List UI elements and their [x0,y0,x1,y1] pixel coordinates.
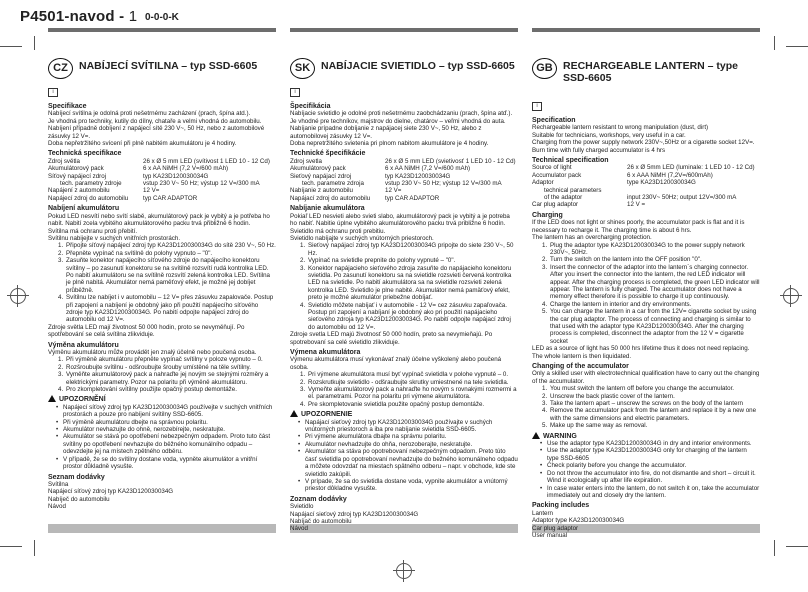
spec-table [48,158,276,202]
section-heading: Specifikace [48,103,87,110]
list-item [540,470,760,485]
numbered-list [532,385,760,429]
paragraph: Svietidlo má ochranu proti prebitiu. [290,227,386,235]
spec-table [290,158,518,202]
list-item [58,356,276,363]
list-text: Akumulátor nevhazujte do ohně, nerozebírejte, neskratujte. [63,426,226,434]
list-text: Remove the accumulator pack from the lantern and replace it by a new one with the same dimensions and electric parameters. [550,407,757,422]
list-number: 1. [58,356,64,364]
paragraph: The lantern has an overcharging protection. [532,234,652,242]
list-number: 2. [542,256,548,264]
list-text: Charge the lantern in interior and dry environments. [550,300,692,308]
bullet-icon: • [540,440,543,448]
list-item [58,257,276,294]
list-text: Zasuňte konektor napájecího síťového zdroje do napájecího konektoru svítilny – po zasunutí konektoru se na svítilně rozsvítí rudá kontrolka LED. Po nabití akumulátoru se na svítilně rozsvítí zelená kontrolka LED. Svítilna je plně nabitá. Akumulátor nemá paměťový efekt, je možné jej dobíjet průběžně. [66,257,270,294]
bullet-icon: • [56,455,59,463]
registration-mark [10,288,26,304]
section-heading: Technická specifikace [48,150,122,158]
list-item [542,264,760,301]
list-text: Plug the adaptor type KA23D120030034G to the power supply network 230V~, 50Hz. [550,241,745,256]
paragraph: Napájací sieťový zdroj typ KA23D120030034G [290,510,419,518]
spec-value: 12 V = [627,201,646,209]
paragraph: Burn time with fully charged accumulator is 4 hrs [532,146,666,154]
list-text: Rozšroubujte svítilnu - odšroubujte šrouby umístěné na těle svítilny. [66,363,251,371]
numbered-list [290,371,518,408]
list-text: Připojte síťový napájecí zdroj typ KA23D120030034G do sítě 230 V~, 50 Hz. [66,242,276,250]
bullet-icon: • [540,484,543,492]
spec-key: Sieťový napájací zdroj [290,172,352,180]
column-body [290,88,518,533]
list-item [298,478,518,493]
paragraph: Doba nepřetržitého svícení při plně nabitém akumulátoru je 4 hodiny. [48,140,237,148]
document-name: P4501-navod [20,8,115,25]
language-badge: CZ [48,58,73,79]
section-heading: Výmena akumulátora [290,349,361,356]
bullet-list [290,419,518,493]
list-number: 5. [542,422,548,430]
spec-key: tech. parametre zdroja [302,180,364,188]
crop-mark [774,540,775,556]
list-item [542,385,760,392]
warning-label: UPOZORNENIE [301,411,353,419]
list-item [542,400,760,407]
spec-key: tech. parametry zdroje [60,180,122,188]
warning-label: WARNING [543,432,577,440]
list-text: You can charge the lantern in a car from the 12V= cigarette socket by using the car plug adaptor. The process of connecting and charging is similar to that used with the adaptor type KA23D120030034G. After the charging process is completed, disconnect the adaptor from the 12 V = cigarette socket [550,308,757,345]
spec-key: Akumulátorový pack [48,165,104,173]
bullet-icon: • [56,403,59,411]
crop-mark [0,46,22,47]
list-number: 4. [300,301,306,309]
paragraph: Pokud LED nesvítí nebo svítí slabě, akumulátorový pack je vybitý a je potřeba ho nabít. Nabití zcela vybitého akumulátorového packu trvá přibližně 6 hodin. [48,212,270,228]
list-text: Napájecí síťový zdroj typ KA23D120030034G používejte v suchých vnitřních prostorách a pouze pro nabíjení svítilny SSD-6605. [63,403,273,419]
spec-value: typ KA23D120030034G [385,172,451,180]
list-text: V prípade, že sa do svietidla dostane voda, vypnite akumulátor a vnútorný priestor dôkladne vysušte. [305,477,508,493]
list-text: Unscrew the back plastic cover of the lantern. [550,392,675,400]
list-item [298,448,518,478]
numbered-list [532,242,760,346]
list-text: Vymeňte akumulátorový pack a nahraďte ho novým s rovnakými rozmermi a el. parametrami. Pozor na polaritu pri výmene akumulátora. [308,386,517,401]
list-number: 4. [542,407,548,415]
list-text: In case water enters into the lantern, do not switch it on, take the accumulator immediately out and closely dry the lantern. [547,484,760,499]
info-icon: i [532,102,542,111]
top-bar [532,28,760,32]
bullet-icon: • [298,440,301,448]
spec-key: Adaptor [532,179,554,187]
list-text: Use the adaptor type KA23D120030034G in dry and interior environments. [547,440,752,448]
list-number: 1. [58,242,64,250]
list-item [300,242,518,257]
numbered-list [48,356,276,393]
spec-key: Napájací zdroj do automobilu [290,194,371,202]
list-text: Sieťový napájací zdroj typ KA23D120030034G pripojte do siete 230 V~, 50 Hz. [308,242,514,257]
list-item [58,250,276,257]
list-number: 1. [300,371,306,379]
warning-heading [48,395,276,403]
spec-value: typ CAR ADAPTOR [143,194,198,202]
list-text: Akumulátor se stává po opotřebení nebezpečným odpadem. Proto tuto část svítilny po opotřebení nevhazujte do běžného komunálního odpadu – odevzdejte jej na místech zpětného odběru. [63,433,271,456]
section-heading: Výměna akumulátoru [48,341,119,349]
paragraph: Car plug adaptor [532,524,579,532]
spec-value: 12 V= [143,187,160,195]
spec-value: vstup 230 V~ 50 Hz; výstup 12 V=/300 mA [143,180,260,188]
list-text: V případě, že se do svítilny dostane voda, vypněte akumulátor a vnitřní prostor důkladně vysušte. [63,455,258,471]
spec-value: 26 x Ø 5 mm LED (svítivost 1 LED 10 - 12 Cd) [143,157,270,165]
info-icon: i [290,88,300,97]
language-badge: GB [532,58,557,79]
spec-key: Napájecí zdroj do automobilu [48,194,129,202]
bullet-icon: • [540,469,543,477]
paragraph: Zdroje svetla LED majú životnosť 50 000 hodín, preto sa nevymieňajú. Po spotrebovaní sa celé svietidlo zlikviduje. [290,331,493,346]
registration-mark [396,563,412,579]
numbered-list [48,242,276,323]
list-text: Akumulátor nevhadzujte do ohňa, nerozoberajte, neskratujte. [305,440,473,448]
list-number: 3. [542,400,548,408]
list-item [56,419,276,426]
list-item [300,401,518,408]
list-text: Svietidlo môžete nabíjať i v automobile - 12 V= cez zásuvku zapaľovača. Postup pri zapojení a nabíjaní je obdobný ako pri použití napájacieho sieťového zdroja typ KA23D120030034G. Po nabití odpojte napájací zdroj do automobilu od 12 V=. [308,301,511,331]
section-heading: Specification [532,117,576,124]
paragraph: Zdroje světla LED mají životnost 50 000 hodin, proto se nevyměňují. Po spotřebování se celá svítilna zlikviduje. [48,323,245,339]
spec-key: Zdroj světla [48,157,80,165]
list-text: Akumulátor sa stáva po opotrebovaní nebezpečným odpadom. Preto túto časť svietidla po opotrebovaní nevhadzujte do bežného komunálneho odpadu a môžete odovzdať na miestach spätného odberu – napr. v obchode, kde ste svietidlo zakúpili. [305,448,518,478]
list-text: Pro zkompletování svítilny použijte opačný postup demontáže. [66,386,237,394]
paragraph: User manual [532,531,568,539]
warning-icon [48,395,56,402]
list-item [300,265,518,302]
list-number: 2. [58,249,64,257]
spec-key: Napájení z automobilu [48,187,110,195]
list-item [542,256,760,263]
list-number: 4. [58,294,64,302]
spec-key: Síťový napájecí zdroj [48,172,107,180]
spec-key: technical parameters [544,186,602,194]
list-item [540,462,760,469]
paragraph: Nabíječ do automobilu [48,495,110,503]
list-text: Svítilnu lze nabíjet i v automobilu – 12 V= přes zásuvku zapalovače. Postup při zapojení a nabíjení je obdobný jako při použití napájecího síťového zdroje typ KA23D120030034G. Po nabití odpojte napájecí zdroj do automobilu od 12 V=. [66,294,274,324]
bullet-list [532,440,760,499]
section-heading: Nabíjanie akumulátora [290,205,365,213]
section-title: NABÍJACIE SVIETIDLO – typ SSD-6605 [321,60,515,72]
list-number: 2. [58,363,64,371]
spec-value: typ KA23D120030034G [143,172,209,180]
list-item [58,386,276,393]
list-item [542,242,760,257]
list-item [300,257,518,264]
spec-table [532,164,760,208]
warning-heading [532,432,760,440]
list-text: Make up the same way as removal. [550,422,648,430]
list-number: 4. [542,300,548,308]
bullet-icon: • [298,448,301,456]
paragraph: LED as a source of light has 50 000 hrs lifetime thus it does not need replacing. The whole lantern is then liquidated. [532,345,750,360]
paragraph: Nabíjení případně dobíjení z napájecí sítě 230 V~, 50 Hz, nebo z automobilové zásuvky 12 V=. [48,125,265,140]
paragraph: Svítilna má ochranu proti přebití. [48,227,138,235]
spec-value: 12 V= [385,187,402,195]
list-text: Přepněte vypínač na svítilně do polohy vypnuto – "0". [66,249,213,257]
spec-value: input 230V~ 50Hz; output 12V=/300 mA [627,194,737,202]
spec-key: of the adaptor [544,194,583,202]
list-number: 2. [300,257,306,265]
crop-mark [34,36,35,50]
list-text: Vyměňte akumulátorový pack a nahraďte jej novým se stejnými rozměry a elektrickými parametry. Pozor na polaritu při výměně akumulátoru. [66,371,269,386]
paragraph: Návod [290,525,308,533]
list-item [542,393,760,400]
section-heading: Packing includes [532,502,590,510]
spec-key: Car plug adaptor [532,201,579,209]
bullet-icon: • [56,426,59,434]
crop-mark [774,36,775,50]
list-item [300,302,518,332]
spec-value: 6 x AAA NiMH (7,2V=/600mAh) [627,171,713,179]
crop-mark [786,46,808,47]
top-bar [48,28,276,32]
list-text: Rozskrutkujte svietidlo - odšraubujte skrutky umiestnené na tele svietidla. [308,378,509,386]
paragraph: Návod [48,503,66,511]
list-item [56,404,276,419]
spec-key: Accumulator pack [532,171,582,179]
crop-mark [34,540,35,556]
section-heading: Špecifikácia [290,103,331,110]
list-item [58,242,276,249]
spec-value: vstup 230 V~ 50 Hz; výstup 12 V=/300 mA [385,180,502,188]
list-number: 2. [300,378,306,386]
registration-mark [783,288,799,304]
bullet-icon: • [56,433,59,441]
section-heading: Zoznam dodávky [290,495,347,503]
top-bar [290,28,518,32]
warning-icon [290,410,298,417]
list-text: Pri výmene akumulátora musí byť vypínač svietidla v polohe vypnuté – 0. [308,371,509,379]
list-text: Turn the switch on the lantern into the OFF position "0". [550,256,702,264]
section-heading: Technical specification [532,157,609,165]
warning-heading [290,410,518,418]
paragraph: Lantern [532,509,553,517]
list-item [542,422,760,429]
spec-key: Source of light [532,164,572,172]
spec-key: Nabíjanie z automobilu [290,187,353,195]
spec-value: 6 x AA NiMH (7,2 V=/600 mAh) [385,165,471,173]
list-item [300,379,518,386]
paragraph: Adaptor type KA23D120030034G [532,517,625,525]
bullet-icon: • [56,418,59,426]
numbered-list [290,242,518,331]
list-item [58,294,276,324]
document-code: 0-0-0-K [145,12,179,23]
language-badge: SK [290,58,315,79]
list-text: Napájací sieťový zdroj typ KA23D120030034G používajte v suchých vnútorných priestoroch a iba pre nabíjanie svietidla SSD-6605. [305,418,493,434]
list-number: 1. [542,241,548,249]
paragraph: Výměnu akumulátoru může provádět jen znalý účelně nebo poučená osoba. [48,349,257,356]
paragraph: Je vhodná pro techniky, kutily do dílny, chataře a velmi vhodná do automobilu. [48,117,262,125]
spec-key: Akumulátorový pack [290,165,346,173]
paragraph: Je vhodné pre techníkov, majstrov do dielne, chatárov – veľmi vhodná do auta. [290,117,506,125]
list-item [540,447,760,462]
warning-label: UPOZORNĚNÍ [59,396,106,404]
paragraph: Napájecí síťový zdroj typ KA23D120030034G [48,488,174,496]
paragraph: Nabíjacie svietidlo je odolné proti nešetrnému zaobchádzaniu (prach, špína atď.). [290,110,513,118]
spec-value [627,187,760,194]
spec-key: Zdroj svetla [290,157,322,165]
list-text: You must switch the lantern off before you change the accumulator. [550,385,735,393]
list-text: Pre skompletovanie svietidla použite opačný postup demontáže. [308,400,485,408]
list-text: Use the adaptor type KA23D120030034G only for charging of the lantern type SSD-6605 [547,447,747,462]
list-text: Konektor napájacieho sieťového zdroja zasuňte do napájacieho konektoru svietidla. Po zasunutí konektoru sa na svietidle rozsvieti červená kontrolka LED na svietidle. Po nabití akumulátora sa na svietidle rozsvieti zelená kontrolka LED. Svietidlo je plne nabité. Akumulátor nemá pamäťový efekt, preto je možné akumulátor priebežne dobíjať. [308,264,512,302]
list-text: Při výměně akumulátoru dbejte na správnou polaritu. [63,418,208,426]
list-number: 5. [542,308,548,316]
spec-value: 26 x Ø 5mm LED (luminale: 1 LED 10 - 12 Cd) [627,164,755,172]
list-number: 2. [542,392,548,400]
list-item [542,407,760,422]
list-number: 4. [300,400,306,408]
section-heading: Changing of the accumulator [532,363,629,370]
list-item [300,386,518,401]
list-number: 1. [300,242,306,250]
bullet-list [48,404,276,471]
section-heading: Nabíjení akumulátoru [48,205,120,213]
list-item [56,433,276,455]
page-number: 1 [128,8,138,25]
bullet-icon: • [298,477,301,485]
paragraph: Pokiaľ LED nesvieti alebo svieti slabo, akumulátorový pack je vybitý a je potreba ho nabiť. Nabitie úplne vybitého akumulátorového packu trvá približne 6 hodín. [290,212,510,228]
list-item [542,301,760,308]
bullet-icon: • [540,447,543,455]
section-title: RECHARGEABLE LANTERN – type SSD-6605 [563,60,739,84]
paragraph: Svietidlo nabíjajte v suchých vnútorných priestoroch. [290,234,434,242]
paragraph: Nabíjecí svítilna je odolná proti nešetrnému zacházení (prach, špína atd.). [48,110,251,118]
bullet-icon: • [298,418,301,426]
paragraph: Svítilna [48,480,69,488]
list-item [540,485,760,500]
list-text: Při výměně akumulátoru přepněte vypínač svítilny v poloze vypnuto – 0. [66,356,263,364]
section-heading: Charging [532,211,563,219]
list-item [298,433,518,440]
list-number: 4. [58,386,64,394]
spec-value: type KA23D120030034G [627,179,696,187]
list-text: Vypínač na svietidle prepnite do polohy vypnuté – "0". [308,257,456,265]
list-text: Do not throw the accumulator into fire, do not dismantle and short – circuit it. Wind it ecologically up after life expiration. [547,469,756,485]
info-icon: i [48,88,58,97]
list-number: 3. [58,257,64,265]
paragraph: Nabíjanie prípadne dobíjanie z napájacej siete 230 V~, 50 Hz, alebo z automobilovej zásuvky 12 V=. [290,125,482,140]
paragraph: Svietidlo [290,503,314,511]
paragraph: Nabíjač do automobilu [290,517,352,525]
list-item [56,426,276,433]
spec-value: 6 x AA NiMH (7,2 V=/600 mAh) [143,165,229,173]
crop-mark [786,546,808,547]
paragraph: Výmenu akumulátora musí vykonávať znalý účelne vyškolený alebo poučená osoba. [290,356,502,371]
spec-value: typ CAR ADAPTOR [385,194,440,202]
spec-value: 26 x Ø 5 mm LED (svietivosť 1 LED 10 - 12 Cd) [385,157,516,165]
section-heading: Technické špecifikácie [290,150,366,158]
list-item [58,364,276,371]
list-item [300,371,518,378]
list-number: 3. [300,386,306,394]
paragraph: Doba nepretržitého svietenia pri plnom nabitom akumulátore je 4 hodiny. [290,140,489,148]
list-number: 3. [300,264,306,272]
list-text: Check polarity before you change the accumulator. [547,462,687,470]
section-heading: Seznam dodávky [48,473,105,481]
paragraph: Svítilnu nabijejte v suchých vnitřních prostorách. [48,234,181,242]
bullet-icon: • [540,462,543,470]
list-number: 3. [542,263,548,271]
list-item [58,371,276,386]
warning-icon [532,432,540,439]
paragraph: Charging from the power supply network 230V~,50Hz or a cigarette socket 12V=. [532,139,755,147]
crop-mark [0,546,22,547]
paragraph: Rechargeable lantern resistant to wrong manipulation (dust, dirt) [532,124,709,132]
paragraph: Suitable for technicians, workshops, very useful in a car. [532,131,686,139]
paragraph: Only a skilled user with electrotechnical qualification have to carry out the changing of the accumulator. [532,370,760,385]
list-text: Pri výmene akumulátora dbajte na správnu polaritu. [305,433,447,441]
paragraph: If the LED does not light or shines poorly, the accumulator pack is flat and it is necessary to recharge it. The charging time is about 6 hrs. [532,219,745,234]
list-number: 1. [542,385,548,393]
list-item [56,456,276,471]
list-item [540,440,760,447]
bullet-icon: • [298,433,301,441]
bottom-bar [48,524,276,533]
list-item [298,419,518,434]
column-body [48,88,276,511]
column-body [532,102,760,539]
list-item [298,441,518,448]
list-text: Insert the connector of the adaptor into the lantern´s charging connector. After you insert the connector into the lantern, the red LED indicator will appear. After the charging process is completed, the green LED indicator will appear. The lantern is fully charged. The accumulator does not have a memory effect therefore it is possible to charge it up continuously. [550,263,760,301]
list-text: Take the lantern apart – unscrew the screws on the body of the lantern [550,400,743,408]
section-title: NABÍJECÍ SVÍTILNA – typ SSD-6605 [79,60,258,72]
list-item [542,308,760,345]
document-title: P4501-navod - 1 [20,8,138,25]
list-number: 3. [58,371,64,379]
